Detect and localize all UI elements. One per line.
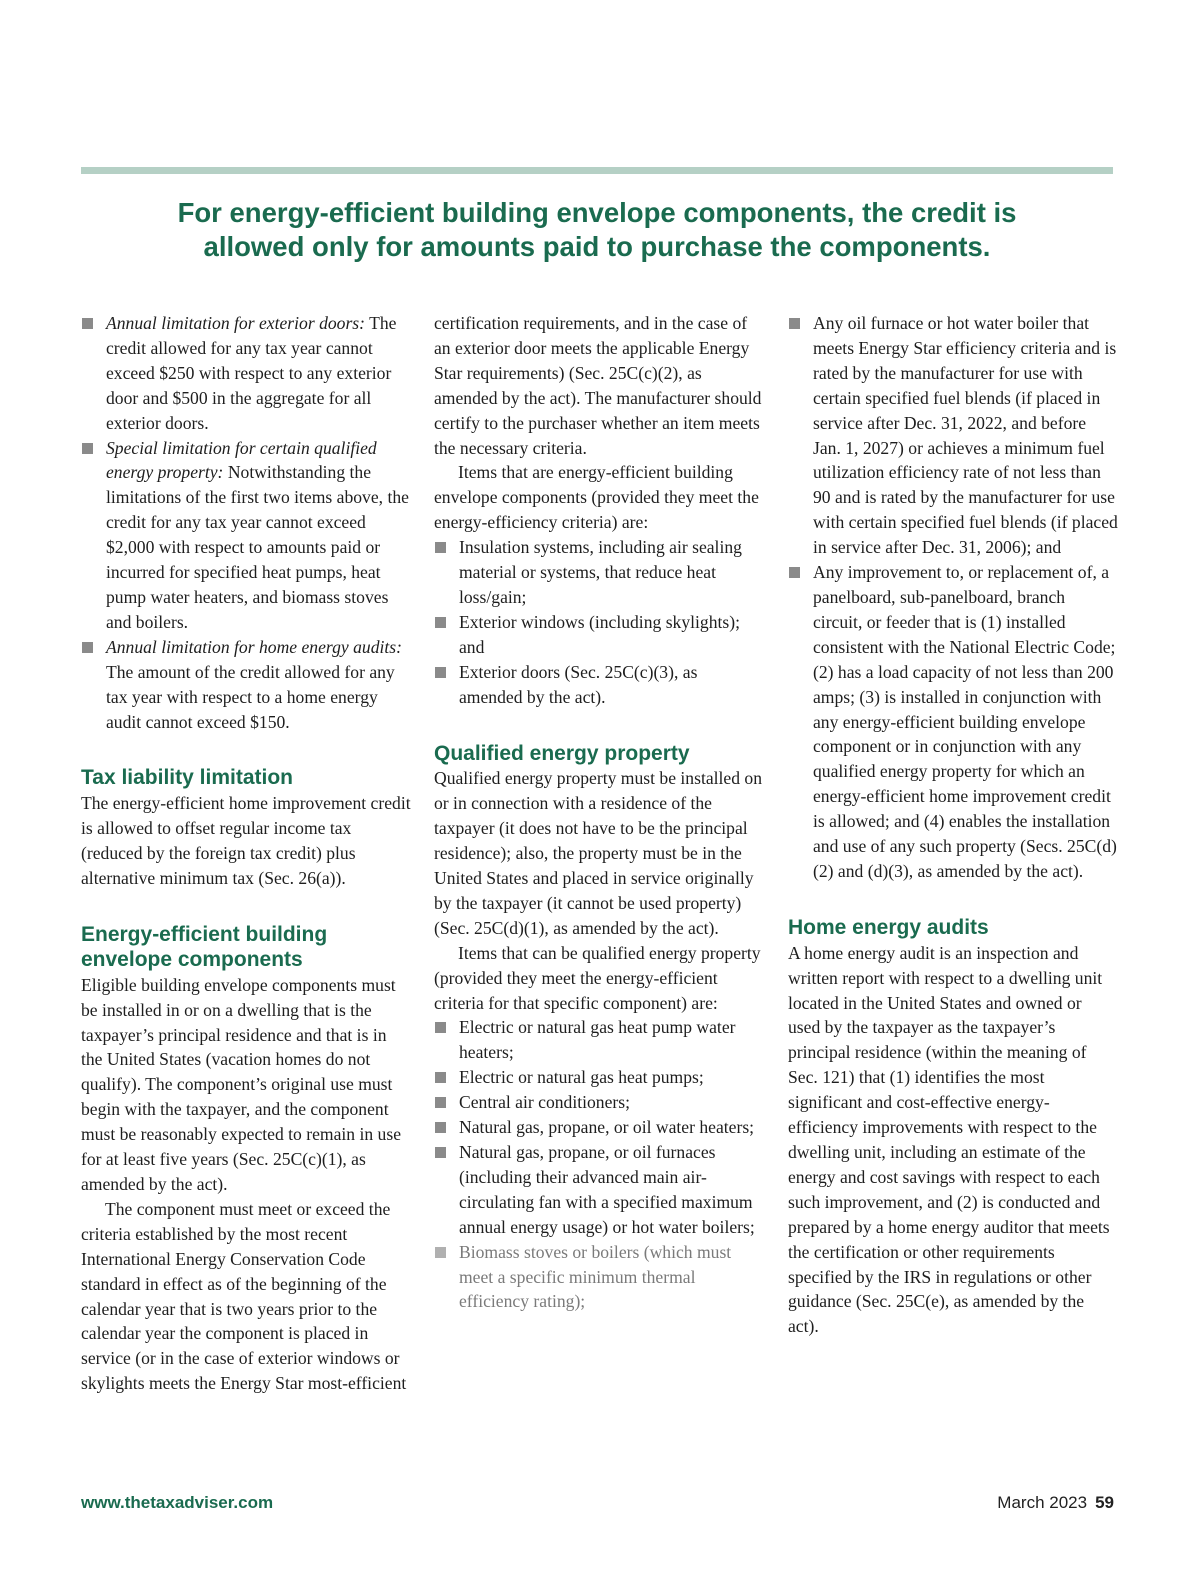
- bullet-label: Annual limitation for home energy audits:: [106, 636, 402, 657]
- paragraph: Items that are energy-efficient building envelope components (provided they meet the energy-efficiency criteria) are:: [434, 462, 759, 533]
- heading-qualified-energy-property: Qualified energy property: [434, 741, 690, 765]
- bullet-text: Notwithstanding the limitations of the first two items above, the credit for any tax year cannot exceed $2,000 with respect to amounts paid or incurred for specified heat pumps, heat pump water heaters, and biomass stoves and boilers.: [106, 462, 409, 632]
- paragraph: certification requirements, and in the case of an exterior door meets the applicable Energy Star requirements) (Sec. 25C(c)(2), as amended by the act). The manufacturer should certify to the purchaser whether an item meets the necessary criteria.: [434, 313, 762, 458]
- paragraph: The energy-efficient home improvement credit is allowed to offset regular income tax (reduced by the foreign tax credit) plus alternative minimum tax (Sec. 26(a)).: [81, 793, 411, 889]
- pull-quote-line-1: For energy-efficient building envelope components, the credit is: [177, 197, 1017, 228]
- list-item: Electric or natural gas heat pump water heaters;: [434, 1015, 764, 1065]
- paragraph: Items that can be qualified energy property (provided they meet the energy-efficient criteria for that specific component) are:: [434, 942, 761, 1013]
- list-item: Insulation systems, including air sealing material or systems, that reduce heat loss/gain;: [434, 535, 764, 610]
- column-3: [788, 311, 1118, 1339]
- list-item: Exterior windows (including skylights); and: [434, 610, 764, 660]
- paragraph: Qualified energy property must be installed on or in connection with a residence of the taxpayer (it does not have to be the principal residence); also, the property must be in the United States and placed in service originally by the taxpayer (it cannot be used property) (Sec. 25C(d)(1), as amended by the act).: [434, 768, 763, 938]
- footer-website[interactable]: www.thetaxadviser.com: [81, 1493, 274, 1512]
- pull-quote-line-2: allowed only for amounts paid to purchase the components.: [203, 231, 991, 262]
- paragraph: A home energy audit is an inspection and written report with respect to a dwelling unit located in the United States and owned or used by the taxpayer as the taxpayer’s principal residence (within the meaning of Sec. 121) that (1) identifies the most significant and cost-effective energy-efficiency improvements with respect to the dwelling unit, including an estimate of the energy and cost savings with respect to each such improvement, and (2) is conducted and prepared by a home energy auditor that meets the certification or other requirements specified by the IRS in regulations or other guidance (Sec. 25C(e), as amended by the act).: [788, 942, 1110, 1337]
- bullet-label: Annual limitation for exterior doors:: [106, 313, 366, 333]
- column-2: [434, 311, 764, 1314]
- heading-home-energy-audits: Home energy audits: [788, 915, 989, 939]
- paragraph: Eligible building envelope components must be installed in or on a dwelling that is the taxpayer’s principal residence and that is in the United States (vacation homes do not qualify). The component’s original use must begin with the taxpayer, and the component must be reasonably expected to remain in use for at least five years (Sec. 25C(c)(1), as amended by the act).: [81, 974, 402, 1194]
- list-item: Natural gas, propane, or oil water heaters;: [434, 1115, 764, 1140]
- list-item: Exterior doors (Sec. 25C(c)(3), as amended by the act).: [434, 660, 764, 710]
- list-item: [81, 436, 411, 635]
- list-item: Natural gas, propane, or oil furnaces (including their advanced main air-circulating fan with a specified maximum annual energy usage) or hot water boilers;: [434, 1140, 764, 1240]
- page-number: 59: [1095, 1493, 1114, 1512]
- heading-tax-liability: Tax liability limitation: [81, 766, 293, 790]
- list-item: Biomass stoves or boilers (which must meet a specific minimum thermal efficiency rating);: [434, 1240, 764, 1315]
- bullet-text: The amount of the credit allowed for any tax year with respect to a home energy audit cannot exceed $150.: [106, 661, 395, 732]
- list-item: Central air conditioners;: [434, 1090, 764, 1115]
- column-1: [81, 311, 411, 1396]
- footer-issue: [997, 1493, 1114, 1513]
- list-item: [81, 311, 411, 436]
- list-item: Electric or natural gas heat pumps;: [434, 1065, 764, 1090]
- list-item: [81, 635, 411, 735]
- bullet-label: Special limitation for certain qualified energy property:: [106, 437, 377, 483]
- top-rule: [81, 167, 1113, 174]
- list-item: Any oil furnace or hot water boiler that meets Energy Star efficiency criteria and is rated by the manufacturer for use with certain specified fuel blends (if placed in service after Dec. 31, 2022, and before Jan. 1, 2027) or achieves a minimum fuel utilization efficiency rate of not less than 90 and is rated by the manufacturer for use with certain specified fuel blends (if placed in service after Dec. 31, 2006); and: [788, 311, 1118, 560]
- pull-quote: [81, 196, 1113, 264]
- issue-date: March 2023: [997, 1493, 1088, 1512]
- paragraph: The component must meet or exceed the criteria established by the most recent International Energy Conservation Code standard in effect as of the beginning of the calendar year that is two years prior to the calendar year the component is placed in service (or in the case of exterior windows or skylights meets the Energy Star most-efficient: [81, 1198, 407, 1394]
- heading-envelope-components: Energy-efficient building envelope components: [81, 922, 328, 971]
- list-item: Any improvement to, or replacement of, a panelboard, sub-panelboard, branch circuit, or feeder that is (1) installed consistent with the National Electric Code; (2) has a load capacity of not less than 200 amps; (3) is installed in conjunction with any energy-efficient building envelope component or in conjunction with any qualified energy property for which an energy-efficient home improvement credit is allowed; and (4) enables the installation and use of any such property (Secs. 25C(d)(2) and (d)(3), as amended by the act).: [788, 560, 1118, 884]
- bullet-text: The credit allowed for any tax year cannot exceed $250 with respect to any exterior door and $500 in the aggregate for all exterior doors.: [106, 313, 397, 433]
